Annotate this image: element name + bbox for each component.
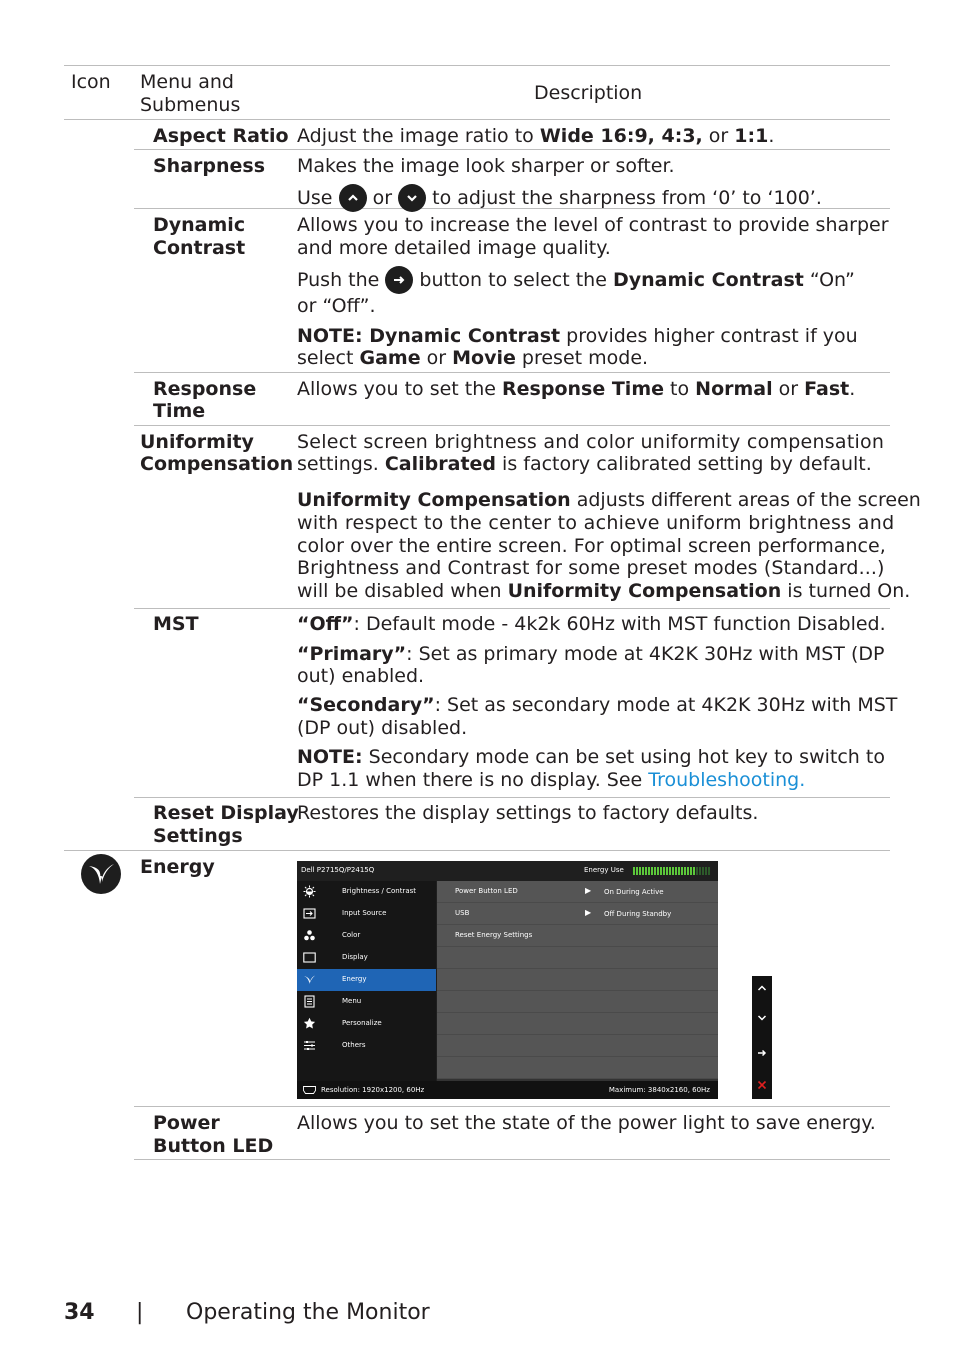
osd-menu-item[interactable]: [297, 1035, 436, 1057]
text: or: [420, 347, 453, 369]
osd-menu-label: Personalize: [342, 1019, 382, 1027]
unif-p1b: [297, 453, 872, 476]
text: .: [799, 769, 806, 791]
dynamic-contrast-label-2: Contrast: [153, 237, 246, 259]
header-description: Description: [534, 82, 643, 104]
close-icon[interactable]: [757, 1080, 767, 1090]
play-arrow-icon: ▶: [585, 908, 592, 917]
energy-meter-segment: [672, 867, 674, 875]
unif-p2-l5: [297, 580, 910, 603]
energy-meter-segment: [684, 867, 686, 875]
footer-separator: |: [136, 1300, 144, 1325]
up-button-icon: [339, 184, 367, 212]
dyn-push: [297, 266, 855, 294]
row-rule: [134, 797, 890, 798]
text: Game: [359, 347, 421, 369]
row-rule: [64, 850, 890, 851]
energy-meter-segment: [678, 867, 680, 875]
mst-secondary-2: (DP out) disabled.: [297, 717, 468, 739]
text: Uniformity Compensation: [507, 580, 782, 602]
text: “Secondary”: [297, 694, 435, 716]
dyn-p1b: and more detailed image quality.: [297, 237, 611, 259]
down-button-icon: [398, 184, 426, 212]
text: : Set as primary mode at 4K2K 30Hz with MST (DP: [406, 643, 885, 665]
osd-row-empty: [437, 1013, 718, 1035]
header-rule: [64, 119, 890, 120]
aspect-ratio-desc: [297, 125, 774, 148]
energy-meter-segment: [702, 867, 704, 875]
header-menu: Menu and: [140, 71, 234, 93]
display-icon: [303, 951, 316, 964]
osd-resolution: Resolution: 1920x1200, 60Hz: [321, 1086, 425, 1094]
unif-p1a: Select screen brightness and color uniformity compensation: [297, 431, 885, 453]
osd-menu-label: Display: [342, 953, 368, 961]
osd-energy-panel: [437, 881, 718, 1081]
color-icon: [303, 929, 316, 942]
mst-primary: [297, 643, 884, 666]
osd-screenshot: [297, 861, 718, 1099]
osd-energy-use-label: Energy Use: [584, 866, 624, 874]
energy-icon: [81, 854, 121, 894]
text: “Off”: [297, 613, 354, 635]
osd-row-usb[interactable]: [437, 903, 718, 925]
text: Uniformity Compensation: [297, 489, 571, 511]
dyn-note: [297, 325, 858, 348]
osd-menu-label: Others: [342, 1041, 366, 1049]
osd-menu-item[interactable]: [297, 947, 436, 969]
text: NOTE:: [297, 746, 363, 768]
osd-row-empty: [437, 1057, 718, 1079]
power-led-desc: Allows you to set the state of the power light to save energy.: [297, 1112, 876, 1134]
response-time-label-2: Time: [153, 400, 206, 422]
dyn-off: or “Off”.: [297, 295, 376, 317]
header-icon: Icon: [71, 71, 111, 93]
energy-meter-segment: [690, 867, 692, 875]
energy-meter-segment: [681, 867, 683, 875]
osd-row-empty: [437, 969, 718, 991]
reset-label-2: Settings: [153, 825, 243, 847]
play-arrow-icon: ▶: [585, 886, 592, 895]
header-submenus: Submenus: [140, 94, 241, 116]
unif-p2-l3: color over the entire screen. For optimal screen performance,: [297, 535, 886, 557]
osd-menu-item[interactable]: [297, 925, 436, 947]
energy-meter-segment: [633, 867, 635, 875]
osd-menu-label: Brightness / Contrast: [342, 887, 417, 895]
osd-row-value: On During Active: [604, 888, 664, 896]
text: provides higher contrast if you: [560, 325, 858, 347]
text: 1:1: [734, 125, 769, 147]
dyn-p1: Allows you to increase the level of contrast to provide sharper: [297, 214, 889, 236]
response-desc: [297, 378, 855, 401]
text: adjusts different areas of the screen: [570, 489, 921, 511]
mst-label: MST: [153, 613, 199, 635]
energy-meter-segment: [687, 867, 689, 875]
row-rule: [134, 425, 890, 426]
row-rule: [134, 608, 890, 609]
energy-meter-segment: [663, 867, 665, 875]
text: Movie: [452, 347, 516, 369]
osd-menu-label: Energy: [342, 975, 367, 983]
mst-primary-2: out) enabled.: [297, 665, 425, 687]
text: “On”: [809, 269, 855, 291]
energy-meter-segment: [696, 867, 698, 875]
row-rule: [134, 1106, 890, 1107]
energy-meter-segment: [693, 867, 695, 875]
page-number: 34: [64, 1300, 95, 1325]
reset-label-1: Reset Display: [153, 802, 299, 824]
text: is turned On.: [781, 580, 911, 602]
energy-icon: [303, 973, 316, 986]
osd-row-empty: [437, 1035, 718, 1057]
energy-meter-segment: [636, 867, 638, 875]
energy-meter-segment: [708, 867, 710, 875]
down-arrow-icon[interactable]: [757, 1014, 767, 1022]
text: select: [297, 347, 360, 369]
text: “Primary”: [297, 643, 407, 665]
sharpness-label: Sharpness: [153, 155, 266, 177]
text: or: [372, 187, 393, 209]
uniformity-label-1: Uniformity: [140, 431, 254, 453]
text: Push the: [297, 269, 380, 291]
text: settings.: [297, 453, 385, 475]
energy-meter-segment: [705, 867, 707, 875]
osd-menu-item[interactable]: [297, 903, 436, 925]
table-bottom-rule: [134, 1159, 890, 1160]
text: Response Time: [502, 378, 665, 400]
row-rule: [134, 372, 890, 373]
text: DP 1.1 when there is no display. See: [297, 769, 649, 791]
row-rule: [134, 149, 890, 150]
energy-meter-segment: [654, 867, 656, 875]
dyn-note-2: [297, 347, 648, 370]
text: Secondary mode can be set using hot key to switch to: [362, 746, 885, 768]
osd-menu-item[interactable]: [297, 991, 436, 1013]
unif-p2-l2: with respect to the center to achieve uniform brightness and: [297, 512, 895, 534]
text: Use: [297, 187, 333, 209]
star-icon: [303, 1017, 316, 1030]
text: NOTE: Dynamic Contrast: [297, 325, 561, 347]
mst-secondary: [297, 694, 897, 717]
osd-row-value: Off During Standby: [604, 910, 672, 918]
energy-label: Energy: [140, 856, 215, 878]
osd-menu-label: Menu: [342, 997, 362, 1005]
mst-note-2: [297, 769, 805, 792]
dynamic-contrast-label-1: Dynamic: [153, 214, 246, 236]
text: preset mode.: [515, 347, 649, 369]
text: .: [768, 125, 775, 147]
input-source-icon: [303, 907, 316, 920]
energy-meter-segment: [645, 867, 647, 875]
text: : Set as secondary mode at 4K2K 30Hz with MST: [434, 694, 898, 716]
osd-footer: [297, 1081, 718, 1099]
reset-desc: Restores the display settings to factory defaults.: [297, 802, 759, 824]
energy-meter-segment: [648, 867, 650, 875]
energy-meter-segment: [666, 867, 668, 875]
osd-title: Dell P2715Q/P2415Q: [301, 866, 375, 874]
text: : Default mode - 4k2k 60Hz with MST function Disabled.: [353, 613, 886, 635]
energy-meter-segment: [642, 867, 644, 875]
osd-row-label: USB: [455, 909, 470, 917]
osd-button-strip: [752, 976, 772, 1099]
power-led-label-2: Button LED: [153, 1135, 274, 1157]
energy-meter-segment: [669, 867, 671, 875]
osd-row-reset-energy[interactable]: [437, 925, 718, 947]
osd-menu-item-selected[interactable]: [297, 969, 436, 991]
energy-meter-segment: [657, 867, 659, 875]
troubleshooting-link[interactable]: Troubleshooting: [648, 769, 800, 791]
sharpness-desc: Makes the image look sharper or softer.: [297, 155, 675, 177]
osd-main-menu: [297, 881, 436, 1081]
text: Adjust the image ratio to: [297, 125, 540, 147]
footer-title: Operating the Monitor: [186, 1300, 430, 1325]
unif-p2-l4: Brightness and Contrast for some preset modes (Standard...): [297, 557, 885, 579]
text: will be disabled when: [297, 580, 508, 602]
text: is factory calibrated setting by default.: [496, 453, 872, 475]
osd-menu-label: Color: [342, 931, 361, 939]
text: Dynamic Contrast: [612, 269, 804, 291]
text: button to select the: [419, 269, 607, 291]
up-arrow-icon[interactable]: [757, 984, 767, 992]
sharpness-use: [297, 184, 822, 212]
text: Fast: [804, 378, 850, 400]
energy-meter-segment: [675, 867, 677, 875]
text: Allows you to set the: [297, 378, 503, 400]
energy-meter-segment: [651, 867, 653, 875]
osd-row-power-button-led[interactable]: [437, 881, 718, 903]
text: to: [664, 378, 696, 400]
table-top-rule: [64, 65, 890, 66]
energy-meter-segment: [639, 867, 641, 875]
osd-menu-item[interactable]: [297, 881, 436, 903]
text: Normal: [695, 378, 773, 400]
energy-meter-segment: [660, 867, 662, 875]
text: .: [849, 378, 856, 400]
osd-row-label: Reset Energy Settings: [455, 931, 533, 939]
text: Wide 16:9, 4:3,: [539, 125, 703, 147]
unif-p2-l1: [297, 489, 921, 512]
right-arrow-icon[interactable]: [757, 1049, 767, 1057]
response-time-label-1: Response: [153, 378, 257, 400]
osd-row-label: Power Button LED: [455, 887, 518, 895]
text: or: [772, 378, 805, 400]
mst-off: [297, 613, 886, 636]
aspect-ratio-label: Aspect Ratio: [153, 125, 289, 147]
text: Calibrated: [384, 453, 497, 475]
others-icon: [303, 1039, 316, 1052]
hdmi-port-icon: [303, 1086, 316, 1094]
text: or: [702, 125, 735, 147]
osd-maximum: Maximum: 3840x2160, 60Hz: [608, 1086, 710, 1094]
brightness-icon: [303, 885, 316, 898]
menu-icon: [303, 995, 316, 1008]
energy-meter-segment: [699, 867, 701, 875]
enter-button-icon: [385, 266, 413, 294]
text: to adjust the sharpness from ‘0’ to ‘100’.: [432, 187, 822, 209]
power-led-label-1: Power: [153, 1112, 220, 1134]
osd-menu-label: Input Source: [342, 909, 387, 917]
osd-row-empty: [437, 991, 718, 1013]
osd-energy-meter: [633, 867, 713, 875]
osd-menu-item[interactable]: [297, 1013, 436, 1035]
osd-row-empty: [437, 947, 718, 969]
uniformity-label-2: Compensation: [140, 453, 294, 475]
mst-note: [297, 746, 885, 769]
